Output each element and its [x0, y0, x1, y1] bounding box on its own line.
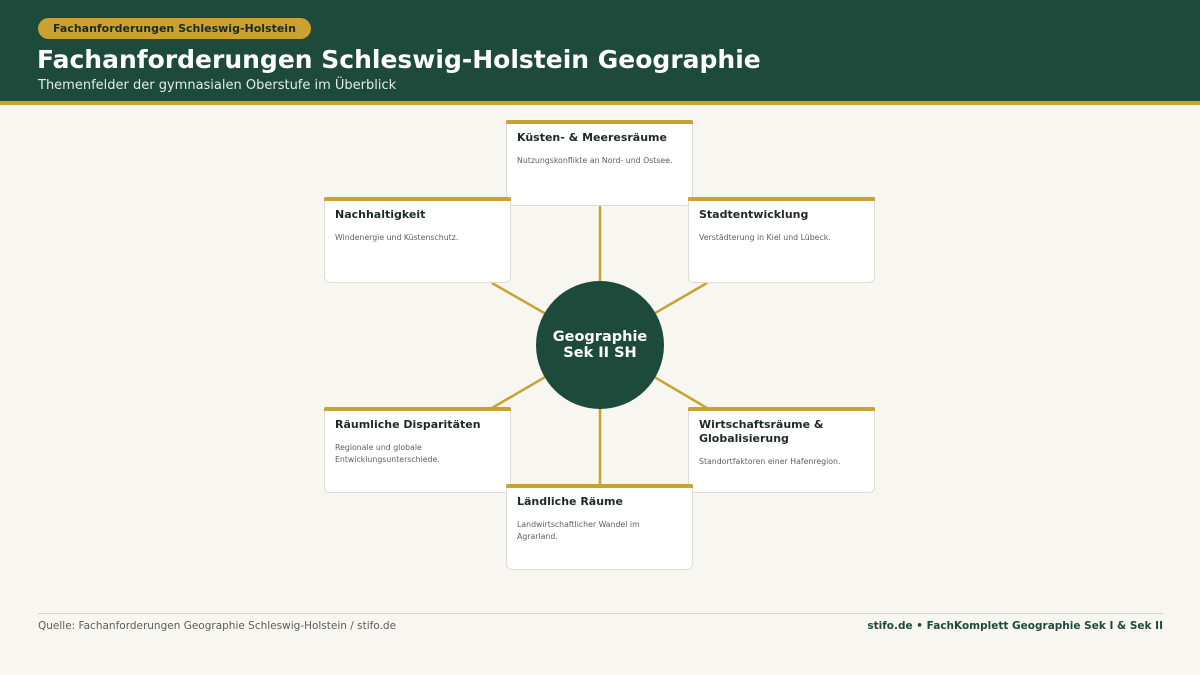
hub-label: Geographie Sek II SH	[552, 329, 648, 361]
footer-source: Quelle: Fachanforderungen Geographie Schleswig-Holstein / stifo.de	[38, 620, 397, 632]
topic-description: Standortfaktoren einer Hafenregion.	[699, 457, 841, 466]
footer-brand: stifo.de • FachKomplett Geographie Sek I & Sek II	[867, 620, 1163, 632]
topic-card-nachhaltigkeit	[324, 197, 511, 283]
topic-description: Windenergie und Küstenschutz.	[335, 233, 459, 242]
topic-description: Nutzungskonflikte an Nord- und Ostsee.	[517, 156, 673, 165]
category-badge: Fachanforderungen Schleswig-Holstein	[38, 18, 311, 39]
topic-title: Nachhaltigkeit	[335, 208, 426, 221]
hub-circle	[536, 281, 664, 409]
topic-title: Räumliche Disparitäten	[335, 418, 481, 431]
page-subtitle: Themenfelder der gymnasialen Oberstufe im Überblick	[38, 78, 397, 93]
page-title: Fachanforderungen Schleswig-Holstein Geographie	[37, 45, 761, 74]
topic-description: Landwirtschaftlicher Wandel im Agrarland.	[517, 520, 640, 541]
topic-title: Stadtentwicklung	[699, 208, 809, 221]
topic-description: Verstädterung in Kiel und Lübeck.	[699, 233, 831, 242]
topic-card-disparitaeten	[324, 407, 511, 493]
topic-title: Küsten- & Meeresräume	[517, 131, 667, 144]
topic-card-laendliche-raeume	[506, 484, 693, 570]
topic-card-kuesten	[506, 120, 693, 206]
topic-title: Ländliche Räume	[517, 495, 623, 508]
footer-divider	[38, 613, 1163, 614]
topic-description: Regionale und globale Entwicklungsunterschiede.	[335, 443, 440, 464]
topic-title: Wirtschaftsräume & Globalisierung	[699, 418, 824, 445]
topic-card-stadtentwicklung	[688, 197, 875, 283]
topic-card-wirtschaftsraeume	[688, 407, 875, 493]
